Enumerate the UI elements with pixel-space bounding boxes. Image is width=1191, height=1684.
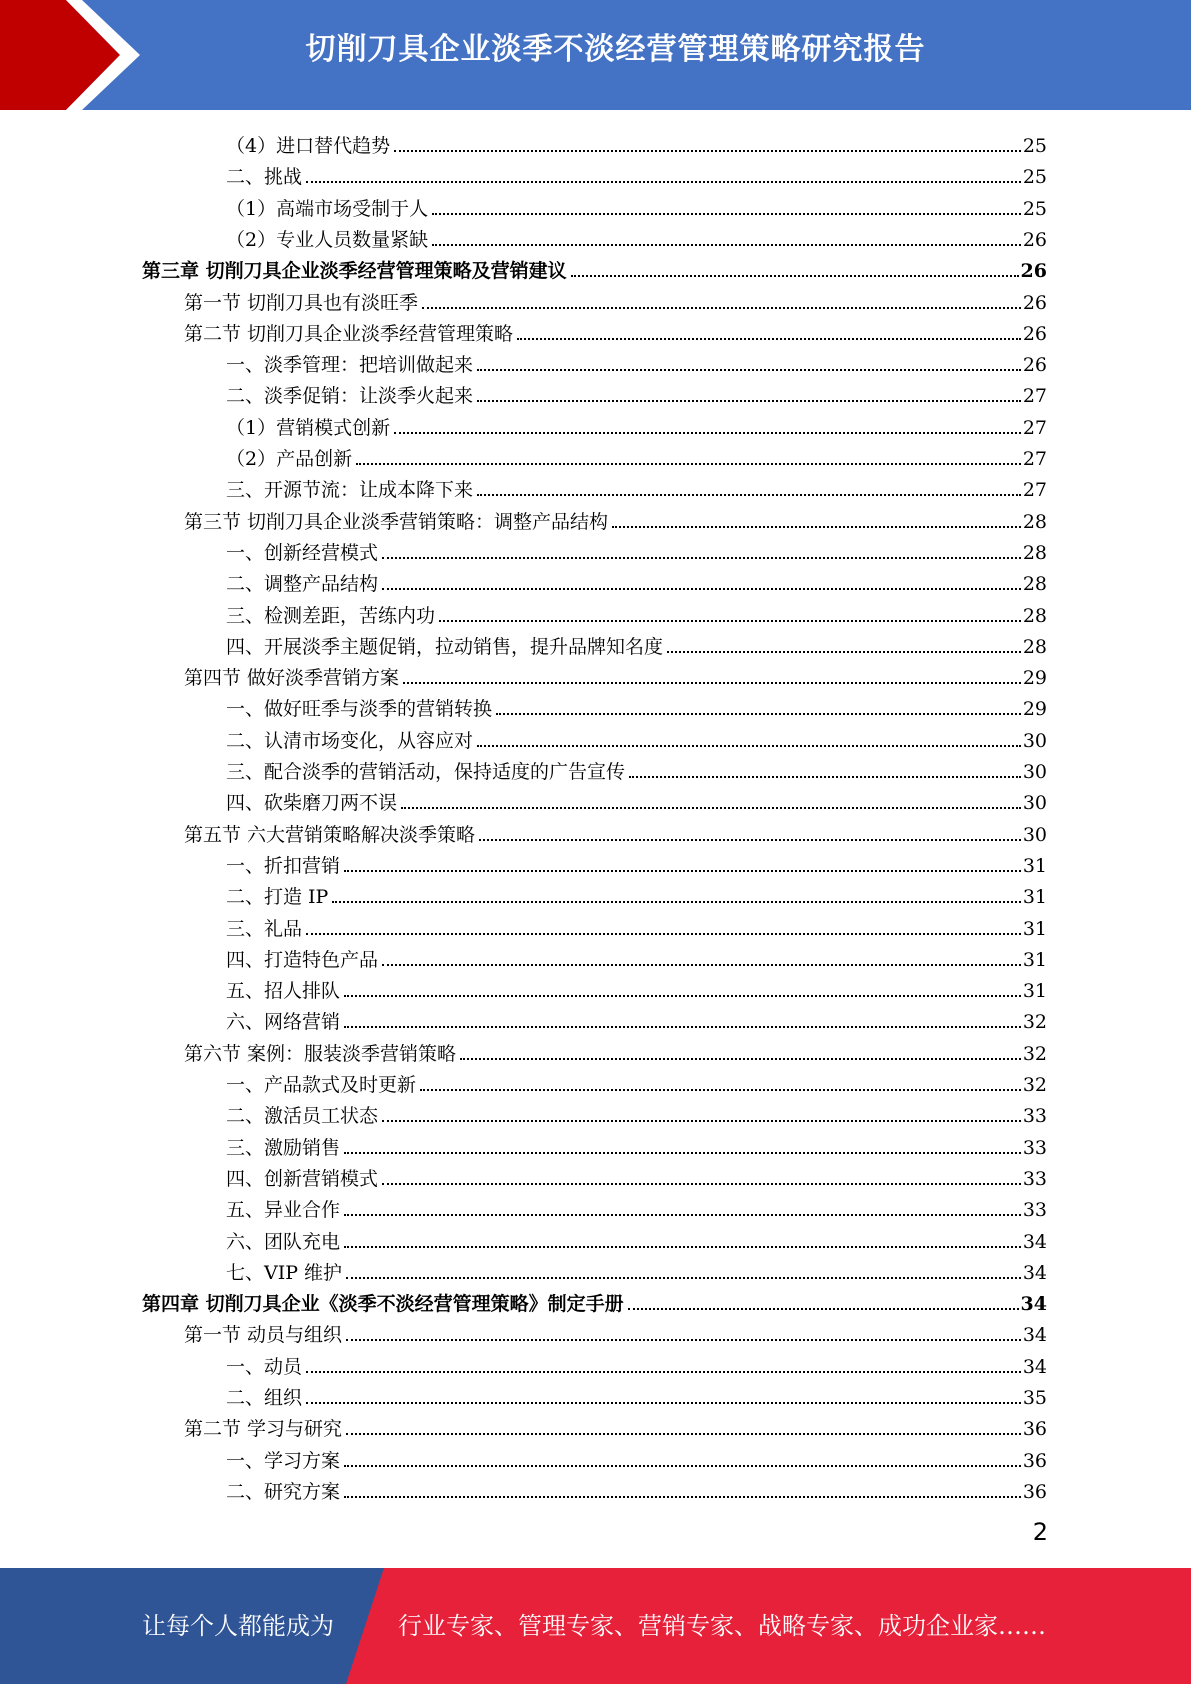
toc-entry[interactable]: [226, 127, 1047, 158]
toc-entry[interactable]: [226, 847, 1047, 878]
toc-entry-title: 五、异业合作: [226, 1199, 341, 1222]
toc-entry-page: 27: [1022, 416, 1047, 439]
toc-dot-leader: [382, 557, 1021, 559]
toc-entry-title: 二、研究方案: [226, 1480, 341, 1503]
toc-entry-page: 35: [1022, 1387, 1047, 1409]
toc-entry[interactable]: [226, 221, 1047, 252]
toc-dot-leader: [344, 1026, 1021, 1028]
toc-entry[interactable]: [142, 1285, 1047, 1316]
toc-entry-title: 第二节 切削刀具企业淡季经营管理策略: [184, 322, 514, 345]
toc-dot-leader: [477, 745, 1021, 747]
toc-dot-leader: [432, 244, 1021, 246]
toc-entry-title: 三、配合淡季的营销活动，保持适度的广告宣传: [226, 761, 626, 783]
toc-entry-page: 33: [1022, 1136, 1047, 1159]
toc-entry-title: 一、做好旺季与淡季的营销转换: [226, 698, 493, 721]
toc-entry[interactable]: [184, 503, 1047, 534]
toc-entry[interactable]: [226, 565, 1047, 596]
toc-entry[interactable]: [226, 1442, 1047, 1473]
toc-entry-title: 三、礼品: [226, 917, 303, 940]
toc-entry-title: 第四节 做好淡季营销方案: [184, 667, 400, 690]
toc-entry-page: 32: [1022, 1042, 1047, 1065]
page-number: 2: [1032, 1518, 1048, 1546]
toc-entry[interactable]: [184, 1035, 1047, 1066]
toc-entry-title: 第三章 切削刀具企业淡季经营管理策略及营销建议: [142, 260, 567, 283]
toc-dot-leader: [432, 213, 1021, 215]
toc-entry-title: （1）高端市场受制于人: [226, 197, 429, 220]
toc-dot-leader: [477, 400, 1021, 402]
toc-entry-page: 26: [1020, 260, 1047, 283]
toc-entry[interactable]: [226, 722, 1047, 753]
toc-entry[interactable]: [226, 1191, 1047, 1222]
toc-entry-title: 二、激活员工状态: [226, 1105, 379, 1128]
toc-entry[interactable]: [184, 1410, 1047, 1441]
toc-entry-page: 25: [1022, 135, 1047, 157]
toc-entry-page: 28: [1022, 541, 1047, 564]
toc-dot-leader: [612, 526, 1021, 528]
toc-entry-page: 25: [1022, 197, 1047, 220]
toc-entry-page: 28: [1022, 573, 1047, 596]
toc-dot-leader: [306, 181, 1021, 183]
toc-dot-leader: [344, 995, 1021, 997]
toc-entry-title: 一、产品款式及时更新: [226, 1074, 417, 1096]
toc-entry-title: 第三节 切削刀具企业淡季营销策略：调整产品结构: [184, 510, 609, 533]
toc-dot-leader: [517, 338, 1021, 340]
toc-entry-page: 26: [1022, 322, 1047, 345]
toc-entry-title: 二、挑战: [226, 166, 303, 189]
toc-entry[interactable]: [226, 1223, 1047, 1254]
toc-entry-page: 34: [1022, 1261, 1047, 1284]
toc-entry[interactable]: [226, 377, 1047, 408]
toc-entry[interactable]: [226, 753, 1047, 784]
toc-entry-page: 36: [1022, 1418, 1047, 1441]
toc-entry-title: （2）产品创新: [226, 448, 353, 470]
toc-entry-title: 四、开展淡季主题促销，拉动销售，提升品牌知名度: [226, 635, 664, 658]
toc-entry-title: 四、打造特色产品: [226, 948, 379, 971]
toc-entry-page: 27: [1022, 385, 1047, 408]
toc-entry[interactable]: [226, 878, 1047, 909]
toc-entry[interactable]: [226, 471, 1047, 502]
toc-dot-leader: [382, 1120, 1021, 1122]
toc-entry-page: 28: [1022, 604, 1047, 627]
toc-entry-page: 29: [1022, 698, 1047, 721]
toc-dot-leader: [460, 1058, 1021, 1060]
toc-entry-title: 三、检测差距，苦练内功: [226, 604, 436, 627]
toc-entry-title: 七、VIP 维护: [226, 1261, 343, 1284]
toc-entry-title: 五、招人排队: [226, 980, 341, 1003]
toc-entry-page: 36: [1022, 1449, 1047, 1472]
toc-entry-page: 33: [1022, 1167, 1047, 1190]
toc-entry[interactable]: [226, 1066, 1047, 1097]
toc-entry-page: 30: [1022, 761, 1047, 783]
toc-entry-title: 二、组织: [226, 1387, 303, 1409]
toc-dot-leader: [403, 682, 1021, 684]
toc-entry[interactable]: [226, 1473, 1047, 1504]
toc-entry[interactable]: [226, 1348, 1047, 1379]
toc-entry-title: 一、动员: [226, 1355, 303, 1378]
toc-entry-title: 六、网络营销: [226, 1011, 341, 1034]
toc-entry-page: 30: [1022, 792, 1047, 815]
toc-dot-leader: [496, 713, 1021, 715]
toc-entry-title: 一、创新经营模式: [226, 541, 379, 564]
toc-entry[interactable]: [184, 1316, 1047, 1347]
toc-entry-title: 一、折扣营销: [226, 854, 341, 877]
toc-dot-leader: [344, 1465, 1021, 1467]
toc-entry[interactable]: [226, 1254, 1047, 1285]
toc-entry-page: 27: [1022, 479, 1047, 502]
toc-entry[interactable]: [226, 910, 1047, 941]
toc-entry-page: 30: [1022, 729, 1047, 752]
toc-entry-page: 26: [1022, 291, 1047, 314]
toc-entry-page: 34: [1020, 1293, 1047, 1316]
toc-dot-leader: [394, 150, 1021, 152]
toc-entry[interactable]: [226, 1379, 1047, 1410]
toc-entry-title: （4）进口替代趋势: [226, 135, 391, 157]
toc-entry-page: 36: [1022, 1480, 1047, 1503]
page-footer: [0, 1568, 1191, 1684]
toc-entry[interactable]: [226, 409, 1047, 440]
toc-entry-title: 四、创新营销模式: [226, 1167, 379, 1190]
toc-entry-page: 25: [1022, 166, 1047, 189]
toc-entry[interactable]: [226, 440, 1047, 471]
toc-entry-page: 33: [1022, 1105, 1047, 1128]
toc-entry-title: （1）营销模式创新: [226, 416, 391, 439]
document-title: 切削刀具企业淡季不淡经营管理策略研究报告: [305, 32, 926, 67]
toc-entry[interactable]: [226, 690, 1047, 721]
toc-dot-leader: [306, 1402, 1021, 1404]
toc-entry-page: 31: [1022, 948, 1047, 971]
toc-entry[interactable]: [226, 784, 1047, 815]
toc-dot-leader: [382, 1183, 1021, 1185]
toc-dot-leader: [344, 870, 1021, 872]
page-header: [0, 0, 1191, 110]
toc-dot-leader: [344, 1214, 1021, 1216]
toc-dot-leader: [477, 369, 1021, 371]
toc-entry-page: 30: [1022, 823, 1047, 846]
toc-dot-leader: [629, 776, 1021, 778]
toc-entry-page: 34: [1022, 1324, 1047, 1347]
toc-entry[interactable]: [184, 284, 1047, 315]
toc-entry[interactable]: [226, 628, 1047, 659]
toc-entry[interactable]: [226, 1097, 1047, 1128]
toc-entry[interactable]: [184, 315, 1047, 346]
toc-entry[interactable]: [226, 534, 1047, 565]
toc-entry-page: 29: [1022, 667, 1047, 690]
toc-entry[interactable]: [142, 252, 1047, 283]
toc-entry-page: 32: [1022, 1074, 1047, 1096]
toc-entry[interactable]: [184, 659, 1047, 690]
toc-entry[interactable]: [184, 816, 1047, 847]
toc-dot-leader: [571, 275, 1019, 277]
toc-dot-leader: [346, 1433, 1021, 1435]
toc-entry-page: 32: [1022, 1011, 1047, 1034]
toc-dot-leader: [479, 839, 1021, 841]
toc-entry-title: 一、学习方案: [226, 1449, 341, 1472]
toc-entry-title: （2）专业人员数量紧缺: [226, 228, 429, 251]
toc-dot-leader: [306, 1371, 1021, 1373]
toc-dot-leader: [356, 463, 1021, 465]
footer-slogan-left: 让每个人都能成为: [142, 1612, 334, 1640]
toc-dot-leader: [420, 1089, 1021, 1091]
toc-dot-leader: [439, 620, 1021, 622]
toc-entry-title: 三、激励销售: [226, 1136, 341, 1159]
toc-dot-leader: [382, 588, 1021, 590]
toc-dot-leader: [346, 1277, 1021, 1279]
toc-dot-leader: [394, 432, 1021, 434]
toc-entry-page: 26: [1022, 228, 1047, 251]
toc-entry-title: 二、认清市场变化，从容应对: [226, 729, 474, 752]
toc-entry-title: 第一节 切削刀具也有淡旺季: [184, 291, 419, 314]
toc-entry-title: 一、淡季管理：把培训做起来: [226, 354, 474, 377]
toc-dot-leader: [477, 494, 1021, 496]
toc-entry-title: 二、调整产品结构: [226, 573, 379, 596]
toc-entry-title: 二、淡季促销：让淡季火起来: [226, 385, 474, 408]
toc-entry-title: 第一节 动员与组织: [184, 1324, 343, 1347]
toc-entry-title: 二、打造 IP: [226, 886, 329, 909]
toc-entry-title: 第五节 六大营销策略解决淡季策略: [184, 823, 476, 846]
toc-entry-page: 31: [1022, 854, 1047, 877]
toc-entry[interactable]: [226, 597, 1047, 628]
toc-dot-leader: [344, 1152, 1021, 1154]
toc-entry-title: 第四章 切削刀具企业《淡季不淡经营管理策略》制定手册: [142, 1293, 624, 1316]
toc-entry[interactable]: [226, 972, 1047, 1003]
toc-entry-page: 26: [1022, 354, 1047, 377]
toc-entry-page: 31: [1022, 886, 1047, 909]
toc-entry-page: 34: [1022, 1230, 1047, 1253]
toc-dot-leader: [306, 933, 1021, 935]
toc-entry-page: 34: [1022, 1355, 1047, 1378]
toc-entry-page: 28: [1022, 510, 1047, 533]
toc-entry[interactable]: [226, 1003, 1047, 1034]
toc-entry-title: 第二节 学习与研究: [184, 1418, 343, 1441]
toc-dot-leader: [422, 307, 1021, 309]
toc-dot-leader: [401, 807, 1021, 809]
toc-dot-leader: [382, 964, 1021, 966]
footer-slogan-right: 行业专家、管理专家、营销专家、战略专家、成功企业家……: [398, 1612, 1046, 1640]
toc-entry[interactable]: [226, 158, 1047, 189]
toc-entry-page: 31: [1022, 917, 1047, 940]
toc-entry[interactable]: [226, 190, 1047, 221]
toc-entry-page: 27: [1022, 448, 1047, 470]
toc-entry[interactable]: [226, 346, 1047, 377]
toc-entry-title: 四、砍柴磨刀两不误: [226, 792, 398, 815]
toc-entry[interactable]: [226, 941, 1047, 972]
toc-dot-leader: [667, 651, 1021, 653]
toc-entry-title: 六、团队充电: [226, 1230, 341, 1253]
toc-dot-leader: [344, 1496, 1021, 1498]
toc-dot-leader: [628, 1308, 1019, 1310]
toc-entry[interactable]: [226, 1129, 1047, 1160]
toc-entry-page: 31: [1022, 980, 1047, 1003]
toc-dot-leader: [344, 1246, 1021, 1248]
toc-entry-title: 第六节 案例：服装淡季营销策略: [184, 1042, 457, 1065]
toc-entry-page: 33: [1022, 1199, 1047, 1222]
toc-entry-page: 28: [1022, 635, 1047, 658]
toc-entry[interactable]: [226, 1160, 1047, 1191]
toc-dot-leader: [332, 901, 1020, 903]
toc-entry-title: 三、开源节流：让成本降下来: [226, 479, 474, 502]
toc-dot-leader: [346, 1339, 1021, 1341]
